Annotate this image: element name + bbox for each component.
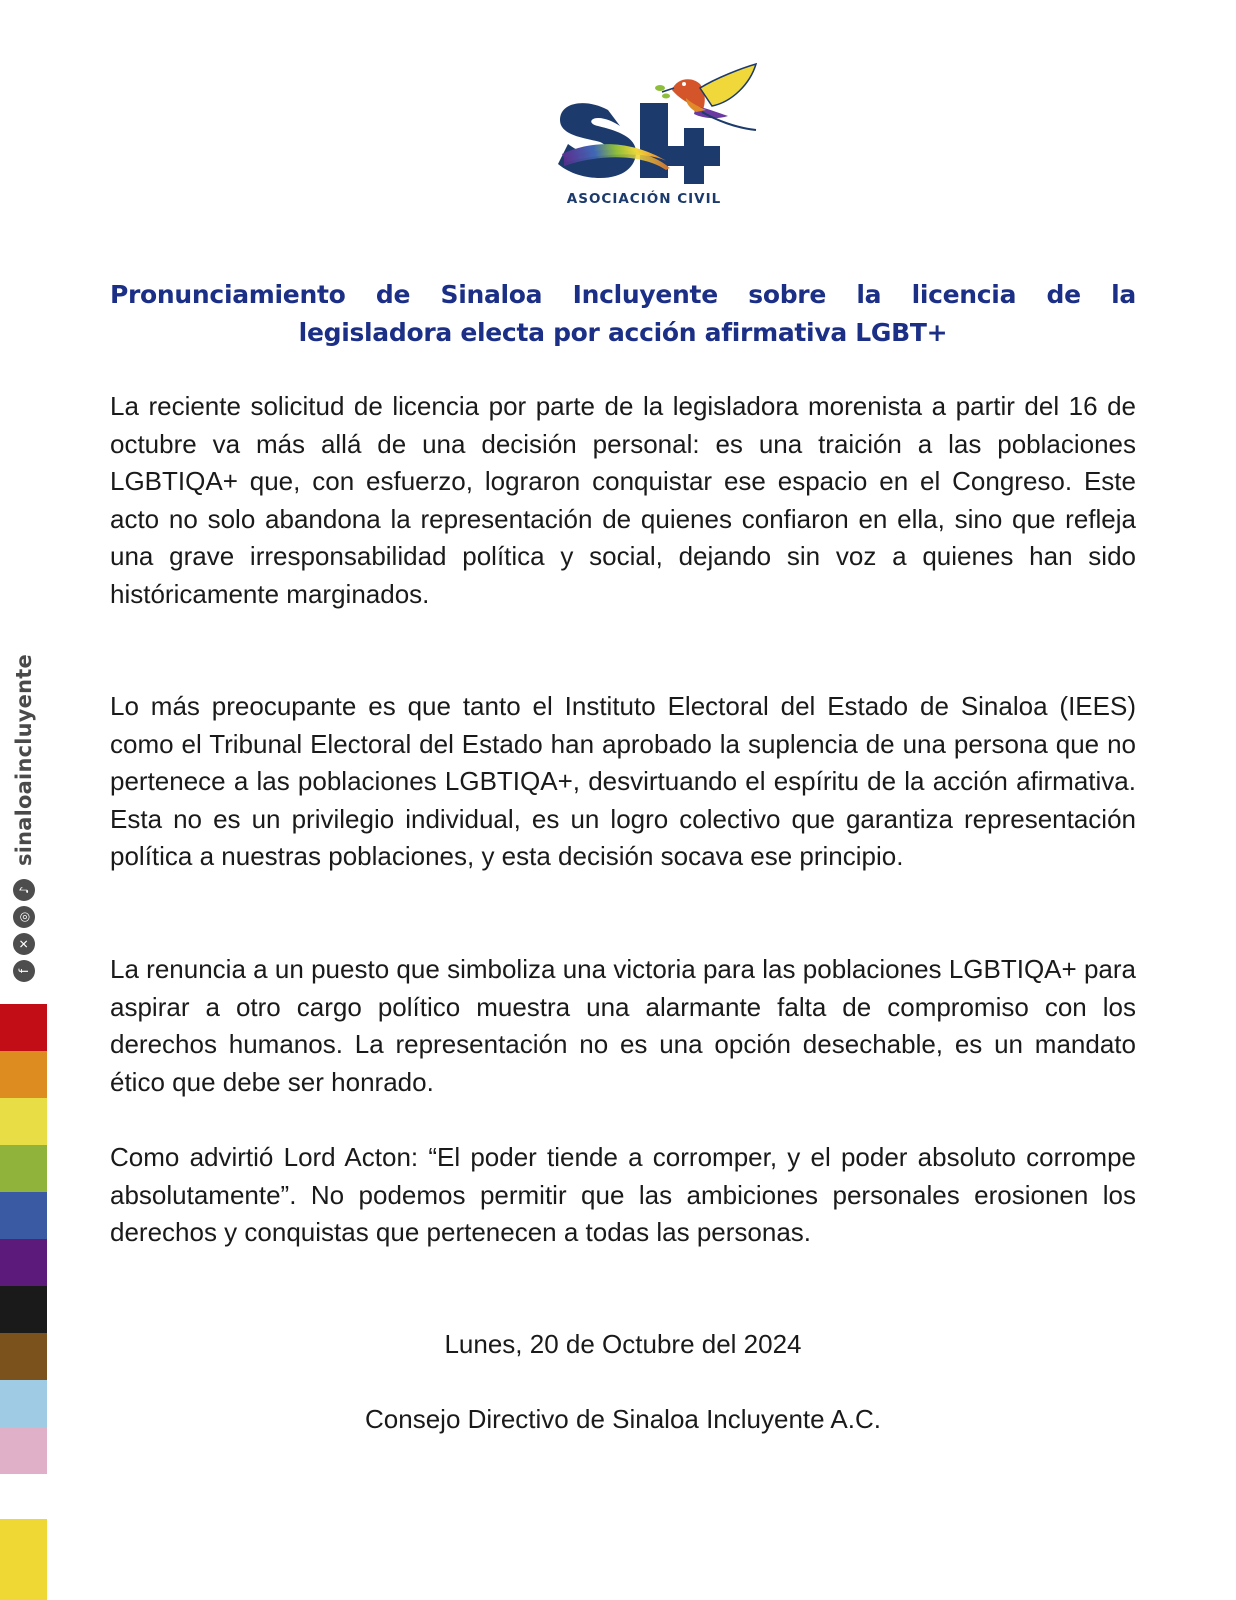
logo-letter-s	[558, 103, 636, 178]
logo-plus-horizontal	[668, 146, 720, 166]
paragraph-4	[110, 1139, 1136, 1252]
rainbow-stripe-4	[0, 1145, 47, 1192]
rainbow-stripe-8	[0, 1333, 47, 1380]
bottom-stripe	[0, 1519, 47, 1600]
rainbow-stripe-1	[0, 1004, 47, 1051]
paragraph-text: La renuncia a un puesto que simboliza una victoria para las poblaciones LGBTIQA+ para aspirar a otro cargo político muestra una alarmante falta de compromiso con los derechos humanos. La representación no es una opción desechable, es un mandato ético que debe ser honrado.	[110, 954, 1136, 1097]
rainbow-stripe-5	[0, 1192, 47, 1239]
paragraph-1	[110, 388, 1136, 614]
paragraph-text: La reciente solicitud de licencia por parte de la legisladora morenista a partir del 16 de octubre va más allá de una decisión personal: es una traición a las poblaciones LGBTIQA+ que, con esfuerzo, lograron conquistar ese espacio en el Congreso. Este acto no solo abandona la representación de quienes confiaron en ella, sino que refleja una grave irresponsabilidad política y social, dejando sin voz a quienes han sido históricamente marginados.	[110, 391, 1136, 609]
rainbow-stripe-6	[0, 1239, 47, 1286]
logo-caption: ASOCIACIÓN CIVIL	[566, 191, 722, 207]
signature: Consejo Directivo de Sinaloa Incluyente A.C.	[365, 1404, 881, 1434]
hummingbird-icon	[655, 64, 756, 130]
paragraph-text: Lo más preocupante es que tanto el Instituto Electoral del Estado de Sinaloa (IEES) como el Tribunal Electoral del Estado han aprobado la suplencia de una persona que no pertenece a las poblaciones LGBTIQA+, desvirtuando el espíritu de la acción afirmativa. Esta no es un privilegio individual, es un logro colectivo que garantiza representación política a nuestras poblaciones, y esta decisión socava ese principio.	[110, 691, 1136, 872]
sinaloa-incluyente-logo	[556, 58, 766, 208]
title-line-2: legisladora electa por acción afirmativa LGBT+	[298, 318, 948, 347]
x-icon: ✕	[13, 933, 35, 955]
document-title	[110, 276, 1136, 352]
paragraph-text: Como advirtió Lord Acton: “El poder tiende a corromper, y el poder absoluto corrompe absolutamente”. No podemos permitir que las ambiciones personales erosionen los derechos y conquistas que pertenecen a todas las personas.	[110, 1142, 1136, 1248]
title-line-1: Pronunciamiento de Sinaloa Incluyente sobre la licencia de la	[110, 280, 1136, 309]
document-date: Lunes, 20 de Octubre del 2024	[444, 1329, 802, 1359]
rainbow-stripe-2	[0, 1051, 47, 1098]
paragraph-2	[110, 688, 1136, 876]
rainbow-stripe-7	[0, 1286, 47, 1333]
rainbow-stripe-3	[0, 1098, 47, 1145]
rainbow-stripe-9	[0, 1380, 47, 1427]
paragraph-3	[110, 951, 1136, 1101]
social-handle: sinaloaincluyente	[12, 654, 36, 866]
tiktok-icon: ♪	[13, 879, 35, 901]
instagram-icon: ◎	[13, 906, 35, 928]
rainbow-stripe-10	[0, 1427, 47, 1474]
rainbow-stripes	[0, 1004, 47, 1474]
facebook-icon: f	[13, 960, 35, 982]
